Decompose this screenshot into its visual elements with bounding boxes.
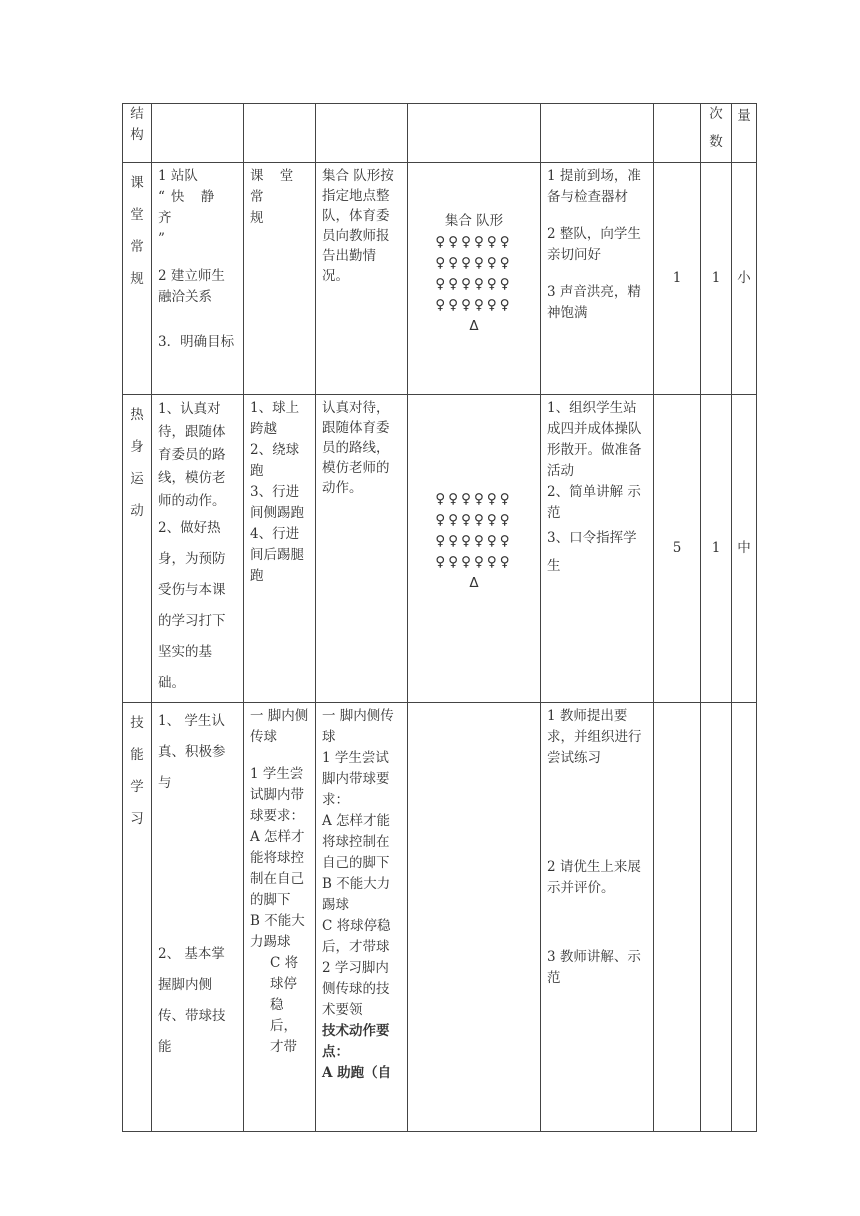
student-activity-cell	[316, 703, 408, 1132]
formation-row: ♀♀♀♀♀♀	[435, 554, 513, 570]
content-text: 3、行进间侧踢跑	[250, 484, 304, 521]
teacher-text: 1 提前到场，准备与检查器材	[547, 168, 641, 205]
content-text: 1 学生尝试脚内带球要求：	[250, 766, 304, 824]
teacher-marker: Δ	[469, 318, 479, 334]
student-text: A 助跑（自	[322, 1065, 392, 1081]
label-char: 技	[130, 715, 144, 731]
student-text: A 怎样才能将球控制在自己的脚下	[322, 813, 391, 871]
formation-row: ♀♀♀♀♀♀	[435, 234, 513, 250]
lesson-plan-table	[122, 103, 757, 1132]
teacher-text: 1、组织学生站成四并成体操队形散开。做准备活动	[547, 400, 642, 479]
label-char: 习	[130, 811, 144, 827]
teacher-text: 3 声音洪亮，精神饱满	[547, 284, 641, 321]
goal-text: 2、做好热身，为预防受伤与本课的学习打下坚实的基础。	[158, 520, 226, 691]
count-cell: 1	[701, 163, 732, 395]
content-text: C 将球停稳后，才带	[270, 955, 299, 1055]
goal-text: 1、认真对待，跟随体育委员的路线，模仿老师的动作。	[158, 401, 226, 509]
goal-text: 1 站队	[158, 168, 198, 184]
label-char: 常	[130, 239, 144, 255]
formation-cell	[408, 703, 541, 1132]
time-cell: 5	[654, 395, 701, 703]
teacher-text: 3、口令指挥学生	[547, 530, 637, 574]
header-row	[123, 104, 757, 163]
teacher-text: 3 教师讲解、示范	[547, 949, 641, 986]
formation-row: ♀♀♀♀♀♀	[435, 512, 513, 528]
formation-row: ♀♀♀♀♀♀	[435, 255, 513, 271]
label-char: 热	[130, 407, 144, 423]
header-char: 结	[130, 106, 144, 122]
label-char: 动	[130, 503, 144, 519]
empty-header-cell	[244, 104, 316, 163]
section-label	[123, 163, 152, 395]
teacher-text: 2、简单讲解 示范	[547, 484, 641, 521]
section-label	[123, 395, 152, 703]
student-activity-cell: 认真对待，跟随体育委员的路线，模仿老师的动作。	[316, 395, 408, 703]
student-text: 2 学习脚内侧传球的技术要领	[322, 960, 390, 1018]
teacher-activity-cell	[541, 163, 654, 395]
count-cell: 1	[701, 395, 732, 703]
content-text: 2、绕球跑	[250, 442, 300, 479]
goal-text: 3．明确目标	[158, 334, 235, 350]
content-text: 4、行进间后踢腿跑	[250, 526, 304, 584]
content-text: A 怎样才能将球控制在自己的脚下	[250, 829, 305, 908]
header-char: 数	[709, 134, 723, 150]
intensity-cell	[732, 703, 757, 1132]
label-char: 课	[130, 175, 144, 191]
empty-header-cell	[541, 104, 654, 163]
header-char: 次	[709, 106, 723, 122]
structure-header	[123, 104, 152, 163]
goal-text: 1、 学生认真、积极参与	[158, 713, 226, 791]
student-text: 1 学生尝试脚内带球要求：	[322, 750, 390, 808]
table-row	[123, 395, 757, 703]
teacher-text: 2 请优生上来展示并评价。	[547, 859, 641, 896]
teacher-text: 2 整队，向学生亲切问好	[547, 226, 641, 263]
header-char: 构	[130, 127, 144, 143]
teacher-text: 1 教师提出要求，并组织进行尝试练习	[547, 708, 642, 766]
formation-row: ♀♀♀♀♀♀	[435, 276, 513, 292]
formation-row: ♀♀♀♀♀♀	[435, 533, 513, 549]
goals-cell	[152, 163, 244, 395]
content-text: B 不能大力踢球	[250, 913, 305, 950]
time-cell	[654, 703, 701, 1132]
content-cell	[244, 163, 316, 395]
label-char: 堂	[130, 207, 144, 223]
content-cell	[244, 703, 316, 1132]
formation-title: 集合 队形	[444, 213, 504, 229]
goal-text: 2 建立师生融洽关系	[158, 268, 225, 305]
intensity-cell: 小	[732, 163, 757, 395]
teacher-activity-cell	[541, 395, 654, 703]
empty-header-cell	[152, 104, 244, 163]
content-text: 1、球上跨越	[250, 400, 300, 437]
count-header	[701, 104, 732, 163]
intensity-header: 量	[732, 104, 757, 163]
content-text: 规	[250, 210, 264, 226]
formation-row: ♀♀♀♀♀♀	[435, 491, 513, 507]
empty-header-cell	[408, 104, 541, 163]
empty-header-cell	[316, 104, 408, 163]
teacher-activity-cell	[541, 703, 654, 1132]
label-char: 身	[130, 439, 144, 455]
goal-text: 2、 基本掌握脚内侧传、带球技能	[158, 946, 226, 1055]
time-cell: 1	[654, 163, 701, 395]
table-row	[123, 163, 757, 395]
goals-cell	[152, 395, 244, 703]
goal-text: “快 静 齐	[158, 189, 221, 226]
goals-cell	[152, 703, 244, 1132]
label-char: 学	[130, 779, 144, 795]
formation-row: ♀♀♀♀♀♀	[435, 297, 513, 313]
goal-text: ”	[158, 231, 165, 247]
student-text: B 不能大力踢球	[322, 876, 391, 913]
content-cell	[244, 395, 316, 703]
label-char: 运	[130, 471, 144, 487]
student-text: 一 脚内侧传球	[322, 708, 394, 745]
intensity-cell: 中	[732, 395, 757, 703]
label-char: 规	[130, 271, 144, 287]
student-text: C 将球停稳后，才带球	[322, 918, 391, 955]
label-char: 能	[130, 747, 144, 763]
teacher-marker: Δ	[469, 575, 479, 591]
count-cell	[701, 703, 732, 1132]
content-text: 课 堂 常	[250, 168, 300, 205]
section-label	[123, 703, 152, 1132]
table-row	[123, 703, 757, 1132]
empty-header-cell	[654, 104, 701, 163]
formation-cell	[408, 395, 541, 703]
student-text: 技术动作要点：	[322, 1023, 390, 1060]
content-text: 一 脚内侧传球	[250, 708, 309, 745]
student-activity-cell: 集合 队形按指定地点整队，体育委员向教师报告出勤情况。	[316, 163, 408, 395]
formation-cell	[408, 163, 541, 395]
